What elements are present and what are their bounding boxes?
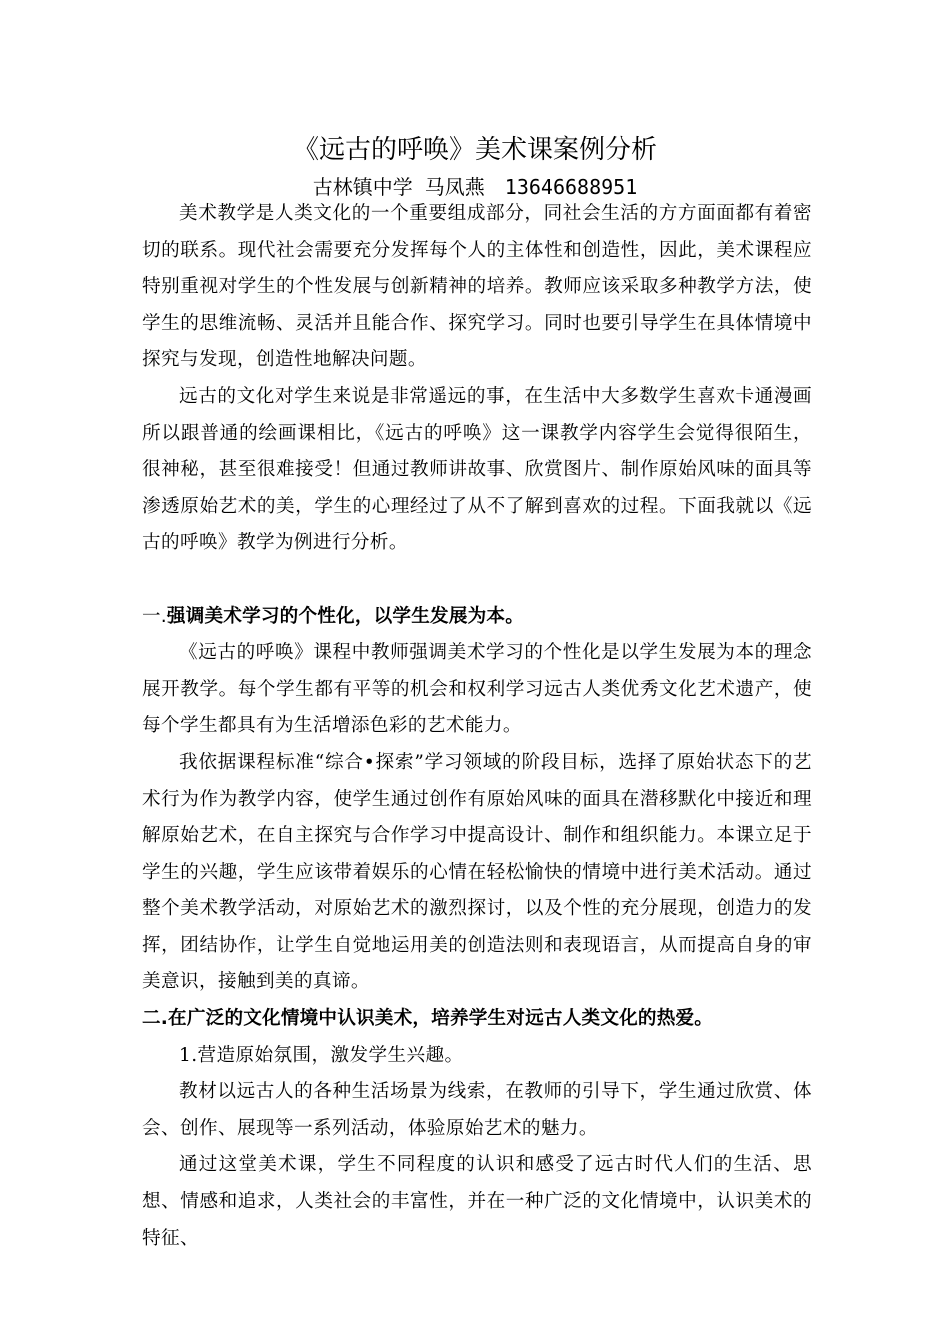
section-1-paragraph-1: 《远古的呼唤》课程中教师强调美术学习的个性化是以学生发展为本的理念展开教学。每个学生都有平等的机会和权利学习远古人类优秀文化艺术遗产，使每个学生都具有为生活增添色彩的艺术能力。 [142, 642, 812, 737]
section-1-paragraph-2: 我依据课程标准“综合•探索”学习领域的阶段目标，选择了原始状态下的艺术行为作为教学内容，使学生通过创作有原始风味的面具在潜移默化中接近和理解原始艺术，在自主探究与合作学习中提高设计、制作和组织能力。本课立足于学生的兴趣，学生应该带着娱乐的心情在轻松愉快的情境中进行美术活动。通过整个美术教学活动，对原始艺术的激烈探讨，以及个性的充分展现，创造力的发挥，团结协作，让学生自觉地运用美的创造法则和表现语言，从而提高自身的审美意识，接触到美的真谛。 [142, 751, 812, 993]
document-title: 《远古的呼唤》美术课案例分析 [292, 135, 657, 165]
section-2-paragraph-2: 通过这堂美术课，学生不同程度的认识和感受了远古时代人们的生活、思想、情感和追求，人类社会的丰富性，并在一种广泛的文化情境中，认识美术的特征、 [142, 1154, 812, 1249]
section-2-paragraph-1: 教材以远古人的各种生活场景为线索，在教师的引导下，学生通过欣赏、体会、创作、展现等一系列活动，体验原始艺术的魅力。 [142, 1081, 812, 1139]
section-1-heading [142, 599, 812, 636]
intro-paragraph-1: 美术教学是人类文化的一个重要组成部分，同社会生活的方方面面都有着密切的联系。现代社会需要充分发挥每个人的主体性和创造性，因此，美术课程应特别重视对学生的个性发展与创新精神的培养。教师应该采取多种教学方法，使学生的思维流畅、灵活并且能合作、探究学习。同时也要引导学生在具体情境中探究与发现，创造性地解决问题。 [142, 203, 812, 371]
author-line: 古林镇中学 马凤燕 13646688951 [312, 175, 638, 199]
blank-line [142, 562, 812, 599]
section-2-subheading: 1.营造原始氛围，激发学生兴趣。 [179, 1044, 464, 1066]
document-body [142, 196, 812, 1257]
section-1-heading-text: 强调美术学习的个性化，以学生发展为本。 [166, 605, 524, 627]
section-2-heading: 二.在广泛的文化情境中认识美术，培养学生对远古人类文化的热爱。 [142, 1008, 714, 1030]
intro-paragraph-2: 远古的文化对学生来说是非常遥远的事，在生活中大多数学生喜欢卡通漫画所以跟普通的绘画课相比，《远古的呼唤》这一课教学内容学生会觉得很陌生，很神秘，甚至很难接受！但通过教师讲故事、欣赏图片、制作原始风味的面具等渗透原始艺术的美，学生的心理经过了从不了解到喜欢的过程。下面我就以《远古的呼唤》教学为例进行分析。 [142, 385, 812, 554]
section-1-number: 一. [142, 605, 167, 627]
